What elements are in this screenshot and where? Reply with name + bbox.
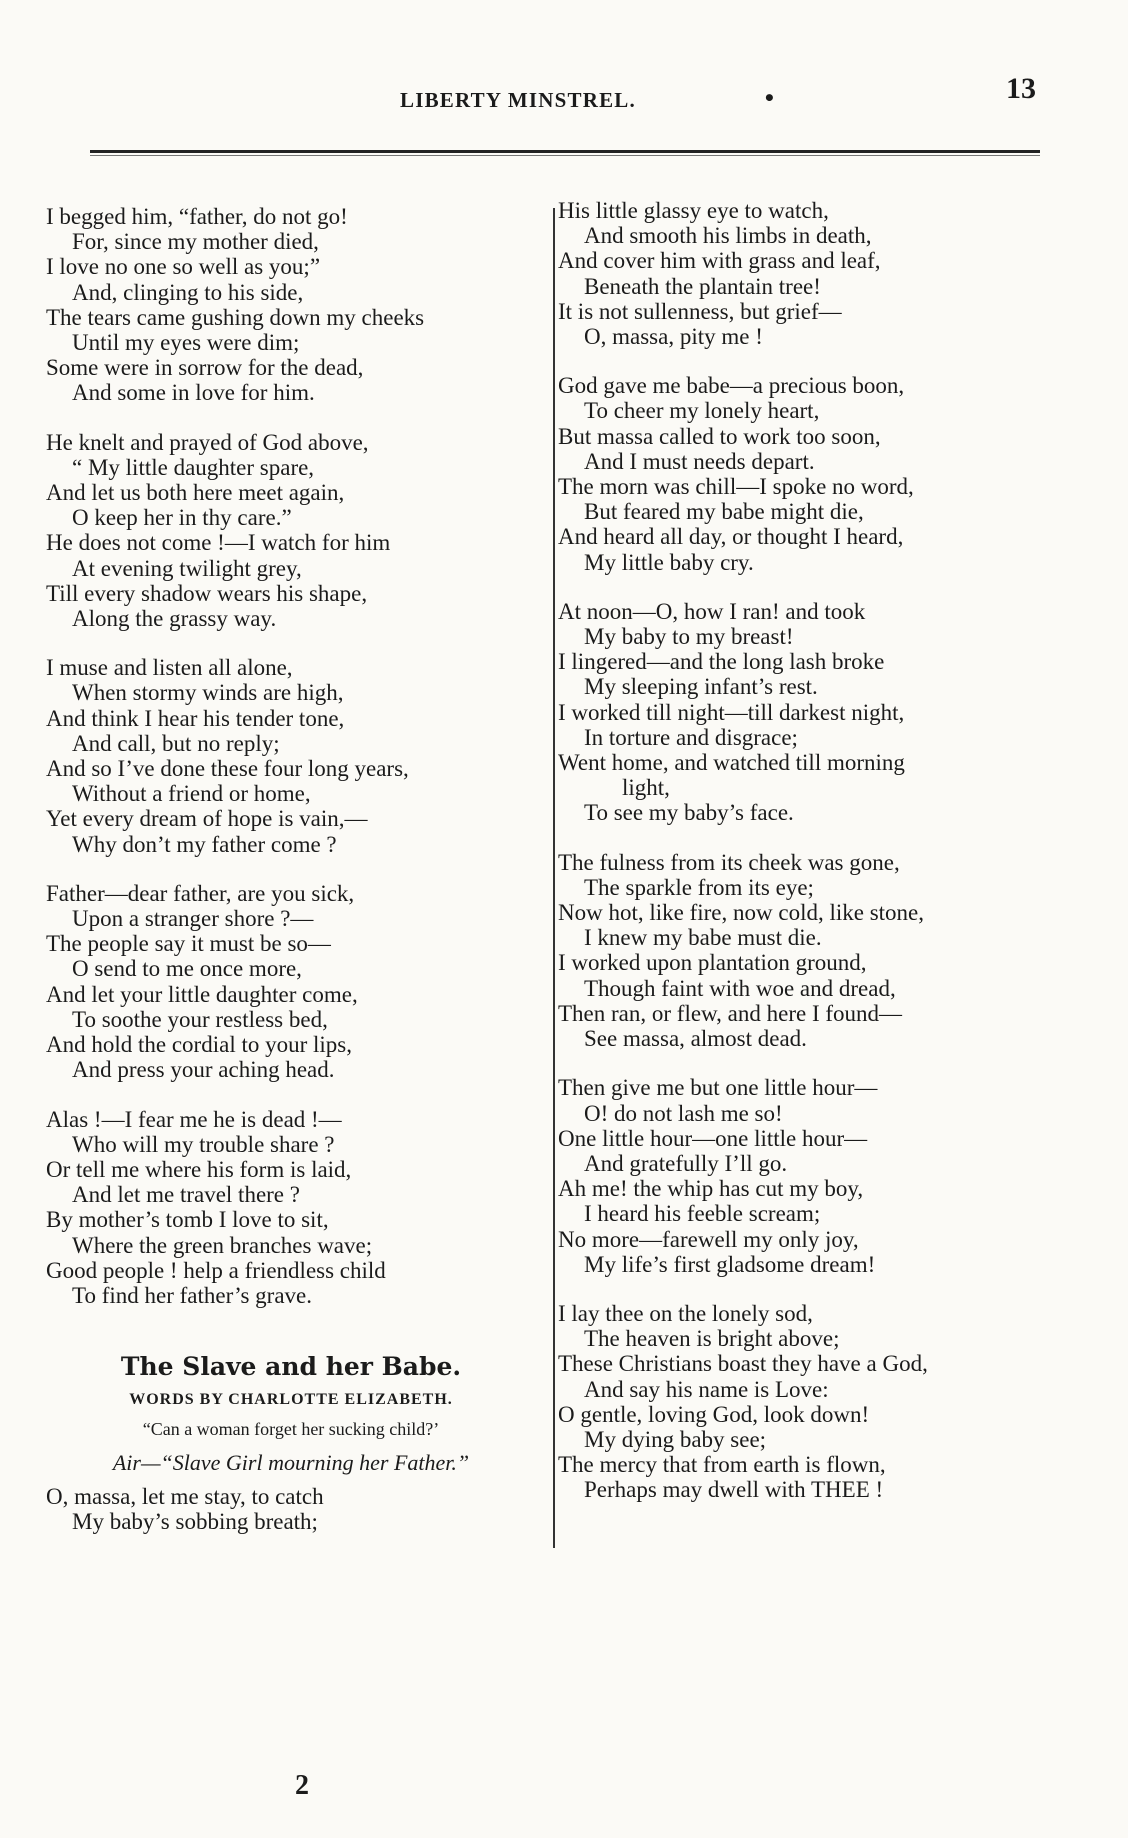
poem-line: I worked upon plantation ground, — [558, 950, 867, 976]
poem-line: Father—dear father, are you sick, — [46, 880, 355, 906]
poem-line: Then give me but one little hour— — [558, 1075, 878, 1101]
poem-line: I worked till night—till darkest night, — [558, 699, 905, 725]
running-header: LIBERTY MINSTREL. — [400, 88, 636, 112]
stanza — [46, 1107, 546, 1309]
poem-line: At evening twilight grey, — [72, 555, 302, 581]
stanza — [558, 198, 1088, 349]
poem-line: But feared my babe might die, — [584, 499, 864, 525]
stanza — [558, 599, 1088, 826]
poem-line: Perhaps may dwell with THEE ! — [584, 1477, 884, 1503]
poem-line: It is not sullenness, but grief— — [558, 298, 842, 324]
poem-line: “ My little daughter spare, — [72, 454, 315, 480]
poem-line: And I must needs depart. — [584, 448, 815, 474]
poem-line: He knelt and prayed of God above, — [46, 429, 369, 455]
poem-line: Why don’t my father come ? — [72, 831, 337, 857]
stanza — [558, 1075, 1088, 1277]
poem-line: O, massa, pity me ! — [584, 324, 763, 350]
poem-line: And let your little daughter come, — [46, 981, 358, 1007]
poem-line: Now hot, like fire, now cold, like stone, — [558, 900, 925, 926]
poem-line: To see my baby’s face. — [584, 800, 794, 826]
poem-line: Good people ! help a friendless child — [46, 1257, 386, 1283]
poem-line: And smooth his limbs in death, — [584, 223, 872, 249]
poem-line: In torture and disgrace; — [584, 724, 798, 750]
poem-line: I muse and listen all alone, — [46, 655, 293, 681]
stanza — [46, 204, 546, 406]
poem-line: Yet every dream of hope is vain,— — [46, 806, 368, 832]
song-air: Air—“Slave Girl mourning her Father.” — [112, 1450, 470, 1476]
poem-line: I heard his feeble scream; — [584, 1201, 821, 1227]
stanza — [46, 655, 546, 857]
poem-line: light, — [622, 775, 670, 801]
poem-line: Upon a stranger shore ?— — [72, 906, 314, 932]
song-title: The Slave and her Babe. — [120, 1352, 462, 1382]
poem-line: And heard all day, or thought I heard, — [558, 524, 904, 550]
poem-line: The fulness from its cheek was gone, — [558, 849, 900, 875]
column-divider — [553, 208, 555, 1548]
poem-line: He does not come !—I watch for him — [46, 530, 391, 556]
poem-line: O gentle, loving God, look down! — [558, 1401, 870, 1427]
poem-line: And gratefully I’ll go. — [584, 1150, 788, 1176]
poem-line: And hold the cordial to your lips, — [46, 1032, 352, 1058]
poem-line: My dying baby see; — [584, 1426, 767, 1452]
poem-line: My baby to my breast! — [584, 624, 794, 650]
poem-line: Who will my trouble share ? — [72, 1131, 335, 1157]
poem-line: The heaven is bright above; — [584, 1326, 840, 1352]
poem-line: O, massa, let me stay, to catch — [46, 1484, 324, 1510]
poem-line: His little glassy eye to watch, — [558, 198, 829, 223]
poem-line: Alas !—I fear me he is dead !— — [46, 1106, 342, 1132]
poem-line: Beneath the plantain tree! — [584, 273, 821, 299]
poem-line: And press your aching head. — [72, 1057, 335, 1083]
left-stanzas — [46, 204, 546, 1308]
poem-line: Where the green branches wave; — [72, 1232, 373, 1258]
poem-line: O! do not lash me so! — [584, 1100, 783, 1126]
poem-line: I lay thee on the lonely sod, — [558, 1300, 813, 1326]
poem-line: O keep her in thy care.” — [72, 505, 292, 531]
poem-line: Though faint with woe and dread, — [584, 975, 896, 1001]
poem-line: And say his name is Love: — [584, 1376, 829, 1402]
poem-line: To find her father’s grave. — [72, 1282, 313, 1308]
poem-line: And, clinging to his side, — [72, 279, 304, 305]
poem-line: My life’s first gladsome dream! — [584, 1251, 876, 1277]
poem-line: By mother’s tomb I love to sit, — [46, 1207, 329, 1233]
song-author: WORDS BY CHARLOTTE ELIZABETH. — [129, 1391, 453, 1409]
poem-line: The mercy that from earth is flown, — [558, 1452, 886, 1478]
poem-line: The people say it must be so— — [46, 931, 331, 957]
poem-line: Until my eyes were dim; — [72, 330, 300, 356]
poem-line: For, since my mother died, — [72, 229, 319, 255]
poem-line: To cheer my lonely heart, — [584, 398, 820, 424]
poem-line: The sparkle from its eye; — [584, 874, 814, 900]
right-stanzas — [558, 198, 1088, 1503]
poem-line: Along the grassy way. — [72, 606, 277, 632]
stanza — [46, 430, 546, 632]
stanza — [558, 1301, 1088, 1503]
poem-line: I begged him, “father, do not go! — [46, 204, 348, 229]
poem-line: I knew my babe must die. — [584, 925, 822, 951]
poem-line: My baby’s sobbing breath; — [72, 1509, 318, 1535]
poem-line: I lingered—and the long lash broke — [558, 649, 885, 675]
song-epigraph: “Can a woman forget her sucking child?’ — [142, 1419, 440, 1440]
poem-line: And let me travel there ? — [72, 1182, 300, 1208]
poem-line: At noon—O, how I ran! and took — [558, 598, 866, 624]
poem-line: The tears came gushing down my cheeks — [46, 304, 425, 330]
poem-line: Then ran, or flew, and here I found— — [558, 1000, 903, 1026]
poem-line: When stormy winds are high, — [72, 680, 344, 706]
poem-line: Without a friend or home, — [72, 781, 311, 807]
poem-line: O send to me once more, — [72, 956, 302, 982]
signature-mark: 2 — [295, 1770, 309, 1801]
poem-line: And think I hear his tender tone, — [46, 705, 345, 731]
poem-line: Some were in sorrow for the dead, — [46, 355, 364, 381]
header-mark: • — [763, 86, 776, 110]
poem-line: Till every shadow wears his shape, — [46, 580, 368, 606]
header-rule-thin — [90, 155, 1040, 156]
poem-line: And cover him with grass and leaf, — [558, 248, 881, 274]
poem-line: Ah me! the whip has cut my boy, — [558, 1176, 864, 1202]
poem-line: One little hour—one little hour— — [558, 1125, 868, 1151]
song-opening-lines — [46, 1484, 546, 1534]
poem-line: Went home, and watched till morning — [558, 750, 905, 776]
poem-line: To soothe your restless bed, — [72, 1006, 328, 1032]
poem-line: My little baby cry. — [584, 549, 754, 575]
poem-line: No more—farewell my only joy, — [558, 1226, 859, 1252]
poem-line: But massa called to work too soon, — [558, 423, 881, 449]
poem-line: These Christians boast they have a God, — [558, 1351, 928, 1377]
poem-line: And call, but no reply; — [72, 730, 280, 756]
poem-line: My sleeping infant’s rest. — [584, 674, 818, 700]
page-number: 13 — [1006, 72, 1036, 105]
stanza — [558, 850, 1088, 1052]
poem-line: The morn was chill—I spoke no word, — [558, 474, 914, 500]
poem-line: And some in love for him. — [72, 380, 315, 406]
poem-line: See massa, almost dead. — [584, 1026, 807, 1052]
poem-line: God gave me babe—a precious boon, — [558, 373, 905, 399]
stanza — [558, 373, 1088, 575]
stanza — [46, 881, 546, 1083]
poem-line: I love no one so well as you;” — [46, 254, 321, 280]
poem-line: And let us both here meet again, — [46, 480, 345, 506]
poem-line: Or tell me where his form is laid, — [46, 1156, 352, 1182]
right-column — [558, 198, 1088, 1527]
left-column — [46, 204, 546, 1535]
header-rule — [90, 150, 1040, 153]
poem-line: And so I’ve done these four long years, — [46, 756, 409, 782]
